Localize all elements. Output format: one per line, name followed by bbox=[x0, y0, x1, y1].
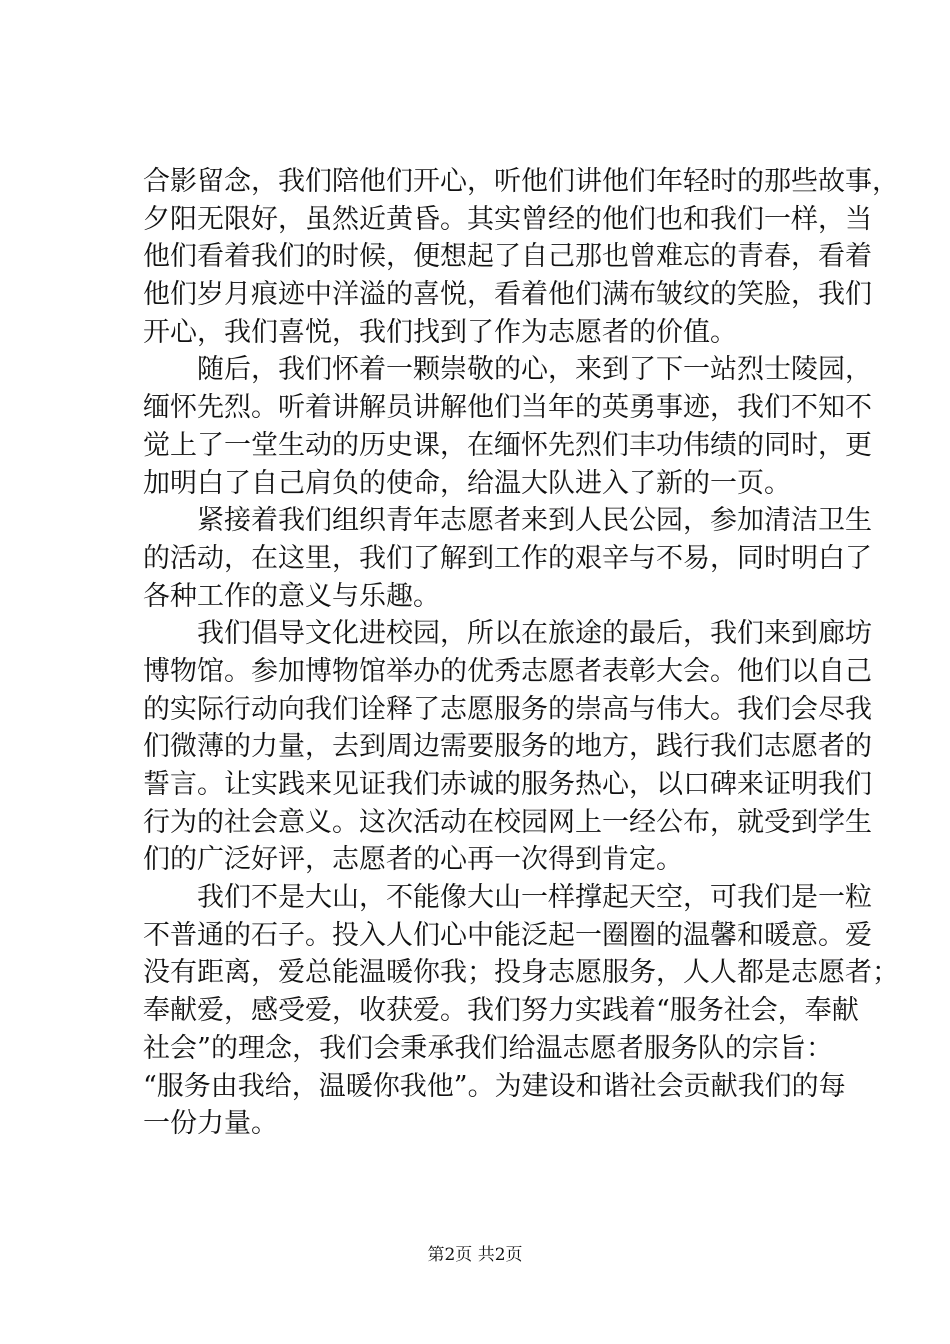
text-line: 开心，我们喜悦，我们找到了作为志愿者的价值。 bbox=[143, 316, 737, 348]
text-line: 誓言。让实践来见证我们赤诚的服务热心，以口碑来证明我们 bbox=[143, 769, 872, 800]
text-line: 的活动，在这里，我们了解到工作的艰辛与不易，同时明白了 bbox=[143, 542, 872, 574]
text-line: 行为的社会意义。这次活动在校园网上一经公布，就受到学生 bbox=[143, 806, 872, 838]
text-line: 们的广泛好评，志愿者的心再一次得到肯定。 bbox=[143, 844, 683, 876]
text-line: “服务由我给，温暖你我他”。为建设和谐社会贡献我们的每 bbox=[143, 1070, 846, 1102]
page-number-footer: 第2页 共2页 bbox=[427, 1245, 523, 1265]
text-line: 紧接着我们组织青年志愿者来到人民公园，参加清洁卫生 bbox=[197, 505, 872, 537]
text-line: 的实际行动向我们诠释了志愿服务的崇高与伟大。我们会尽我 bbox=[143, 693, 872, 725]
text-line: 没有距离，爱总能温暖你我；投身志愿服务，人人都是志愿者； bbox=[143, 957, 899, 989]
text-line: 们微薄的力量，去到周边需要服务的地方，践行我们志愿者的 bbox=[143, 731, 872, 763]
document-body bbox=[143, 163, 899, 1143]
text-line: 缅怀先烈。听着讲解员讲解他们当年的英勇事迹，我们不知不 bbox=[143, 392, 872, 424]
text-line: 一份力量。 bbox=[143, 1108, 278, 1140]
text-line: 他们岁月痕迹中洋溢的喜悦，看着他们满布皱纹的笑脸，我们 bbox=[143, 279, 872, 311]
text-line: 他们看着我们的时候，便想起了自己那也曾难忘的青春，看着 bbox=[143, 241, 872, 273]
text-line: 加明白了自己肩负的使命，给温大队进入了新的一页。 bbox=[143, 467, 791, 499]
text-line: 博物馆。参加博物馆举办的优秀志愿者表彰大会。他们以自己 bbox=[143, 655, 872, 687]
text-line: 社会”的理念，我们会秉承我们给温志愿者服务队的宗旨： bbox=[143, 1032, 833, 1064]
text-line: 奉献爱，感受爱，收获爱。我们努力实践着“服务社会，奉献 bbox=[143, 995, 859, 1027]
text-line: 各种工作的意义与乐趣。 bbox=[143, 580, 440, 612]
text-line: 随后，我们怀着一颗崇敬的心，来到了下一站烈士陵园， bbox=[197, 354, 872, 386]
text-line: 合影留念，我们陪他们开心，听他们讲他们年轻时的那些故事， bbox=[143, 166, 899, 197]
text-line: 不普通的石子。投入人们心中能泛起一圈圈的温馨和暖意。爱 bbox=[143, 919, 872, 951]
text-line: 夕阳无限好，虽然近黄昏。其实曾经的他们也和我们一样，当 bbox=[143, 203, 872, 235]
text-line: 觉上了一堂生动的历史课，在缅怀先烈们丰功伟绩的同时，更 bbox=[143, 429, 872, 461]
text-line: 我们不是大山，不能像大山一样撑起天空，可我们是一粒 bbox=[197, 882, 872, 914]
text-line: 我们倡导文化进校园，所以在旅途的最后，我们来到廊坊 bbox=[197, 618, 872, 650]
